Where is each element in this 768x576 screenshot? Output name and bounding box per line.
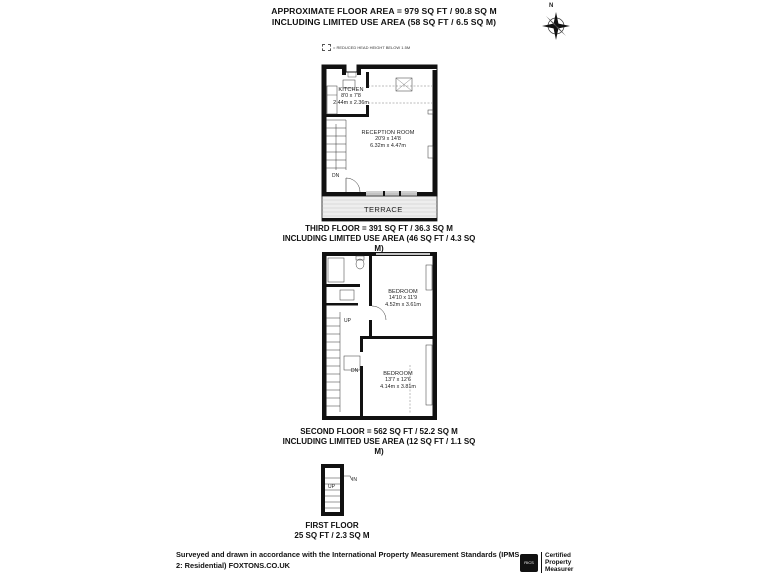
header-total-area: APPROXIMATE FLOOR AREA = 979 SQ FT / 90.8 SQ M <box>271 6 497 16</box>
bedroom-2-name: BEDROOM <box>383 371 413 377</box>
third-floor-limited-use: INCLUDING LIMITED USE AREA (46 SQ FT / 4.3 SQ M) <box>282 234 476 253</box>
badge-line-1: Certified <box>545 552 571 559</box>
first-floor-up: UP <box>328 484 335 490</box>
kitchen-metric: 2.44m x 2.36m <box>333 99 369 106</box>
bedroom-2-metric: 4.14m x 3.81m <box>380 383 416 390</box>
rics-logo-icon: RICS <box>520 554 538 572</box>
legend <box>322 44 410 51</box>
third-floor-title <box>279 224 479 254</box>
reduced-head-height-swatch <box>322 44 331 51</box>
bedroom-1-label <box>378 289 428 308</box>
first-floor-name: FIRST FLOOR <box>305 521 359 530</box>
rics-badge <box>520 552 573 573</box>
bedroom-1-metric: 4.52m x 3.61m <box>385 301 421 308</box>
reception-room-label <box>358 130 418 149</box>
first-floor-title <box>282 521 382 541</box>
first-floor-plan <box>321 464 352 516</box>
header-limited-use-area: INCLUDING LIMITED USE AREA (58 SQ FT / 6.5 SQ M) <box>271 17 497 27</box>
bedroom-1-name: BEDROOM <box>388 289 418 295</box>
reception-metric: 6.32m x 4.47m <box>370 142 406 149</box>
badge-line-3: Measurer <box>545 566 574 573</box>
kitchen-imperial: 8'0 x 7'8 <box>341 93 361 100</box>
first-floor-in: IN <box>352 477 357 483</box>
second-floor-limited-use: INCLUDING LIMITED USE AREA (12 SQ FT / 1.1 SQ M) <box>282 437 476 456</box>
kitchen-label <box>327 87 375 106</box>
legend-text: = REDUCED HEAD HEIGHT BELOW 1.5M <box>333 45 411 50</box>
bedroom-1-imperial: 14'10 x 11'9 <box>388 295 418 302</box>
badge-line-2: Property <box>545 559 572 566</box>
second-floor-plan <box>322 252 437 420</box>
third-floor-dn: DN <box>332 173 340 179</box>
third-floor-area: THIRD FLOOR = 391 SQ FT / 36.3 SQ M <box>305 224 453 233</box>
bedroom-2-imperial: 13'7 x 12'6 <box>385 377 411 384</box>
reception-imperial: 20'9 x 14'8 <box>375 136 401 143</box>
second-floor-area: SECOND FLOOR = 562 SQ FT / 52.2 SQ M <box>300 427 458 436</box>
certified-measurer <box>541 552 573 573</box>
second-floor-title <box>279 427 479 457</box>
compass-label: N <box>549 3 554 9</box>
bedroom-2-label <box>373 371 423 390</box>
compass-icon <box>542 12 570 40</box>
second-floor-dn: DN <box>351 368 359 374</box>
terrace-label: TERRACE <box>364 205 403 214</box>
kitchen-name: KITCHEN <box>338 87 364 93</box>
survey-statement: Surveyed and drawn in accordance with the International Property Measurement Standards (IPMS 2: Residential) FOXTONS.CO.UK <box>176 550 520 570</box>
first-floor-area: 25 SQ FT / 2.3 SQ M <box>294 531 370 540</box>
second-floor-up: UP <box>344 318 351 324</box>
reception-name: RECEPTION ROOM <box>361 130 415 136</box>
